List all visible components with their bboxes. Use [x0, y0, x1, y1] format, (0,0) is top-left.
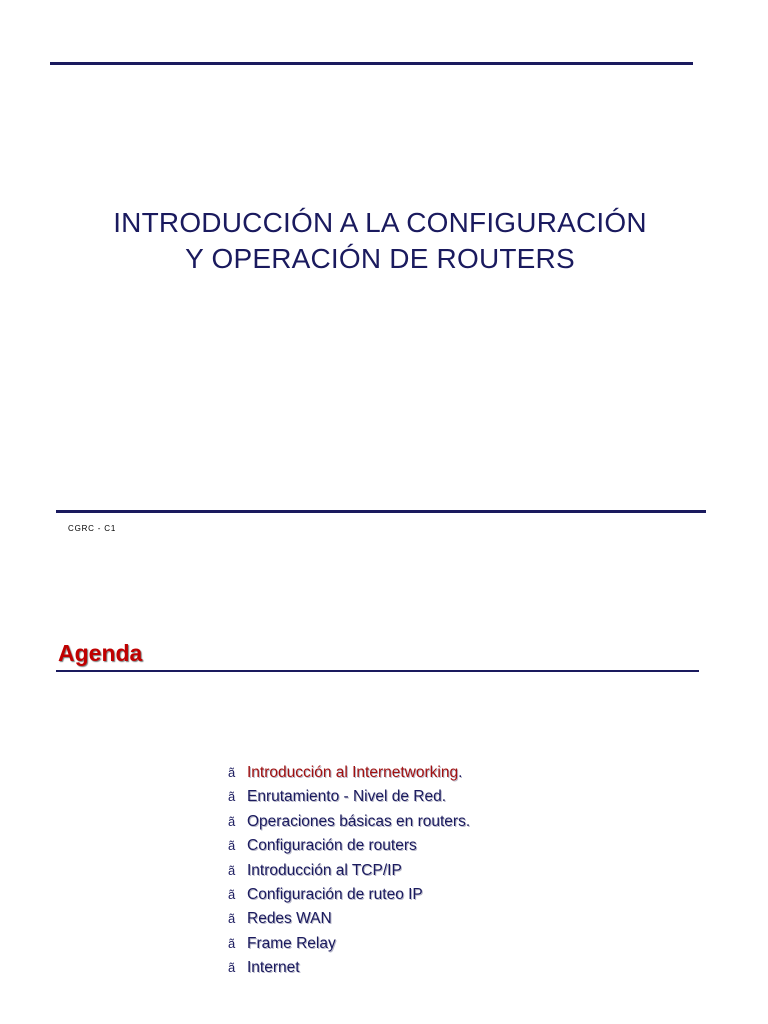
- footer-code: CGRC - C1: [68, 524, 117, 533]
- slide-title-line-2: Y OPERACIÓN DE ROUTERS: [185, 242, 575, 274]
- agenda-item: [228, 813, 470, 837]
- agenda-item-label: Redes WAN: [247, 910, 332, 928]
- agenda-item-label: Enrutamiento - Nivel de Red.: [247, 788, 447, 806]
- agenda-item-label: Frame Relay: [247, 934, 336, 952]
- slide-title-line-1: INTRODUCCIÓN A LA CONFIGURACIÓN: [113, 206, 647, 238]
- bullet-icon: ã: [228, 813, 236, 829]
- agenda-item: [228, 862, 470, 886]
- bullet-icon: ã: [228, 960, 236, 976]
- agenda-item-label: Introducción al Internetworking: [247, 764, 459, 781]
- bullet-icon: ã: [228, 765, 236, 780]
- agenda-item: [228, 764, 470, 788]
- agenda-item: [228, 788, 470, 812]
- bullet-icon: ã: [228, 886, 236, 902]
- agenda-item: [228, 837, 470, 861]
- agenda-item: [228, 959, 470, 983]
- agenda-divider: [56, 670, 699, 672]
- bullet-icon: ã: [228, 911, 236, 927]
- bullet-icon: ã: [228, 789, 236, 805]
- bottom-divider: [56, 510, 706, 513]
- agenda-heading: Agenda: [58, 640, 143, 666]
- agenda-item-label: Introducción al TCP/IP: [247, 861, 402, 879]
- agenda-item-label: Operaciones básicas en routers.: [247, 812, 471, 830]
- agenda-item-label: Configuración de ruteo IP: [247, 885, 423, 903]
- top-divider: [50, 62, 693, 65]
- agenda-item: [228, 935, 470, 959]
- bullet-icon: ã: [228, 935, 236, 951]
- slide-title: [40, 205, 720, 277]
- agenda-item-suffix: .: [458, 764, 463, 781]
- agenda-item-label: Configuración de routers: [247, 837, 417, 855]
- bullet-icon: ã: [228, 838, 236, 854]
- agenda-item: [228, 910, 470, 934]
- bullet-icon: ã: [228, 862, 236, 878]
- agenda-list: [228, 764, 470, 984]
- agenda-item-label: Internet: [247, 959, 300, 977]
- agenda-item: [228, 886, 470, 910]
